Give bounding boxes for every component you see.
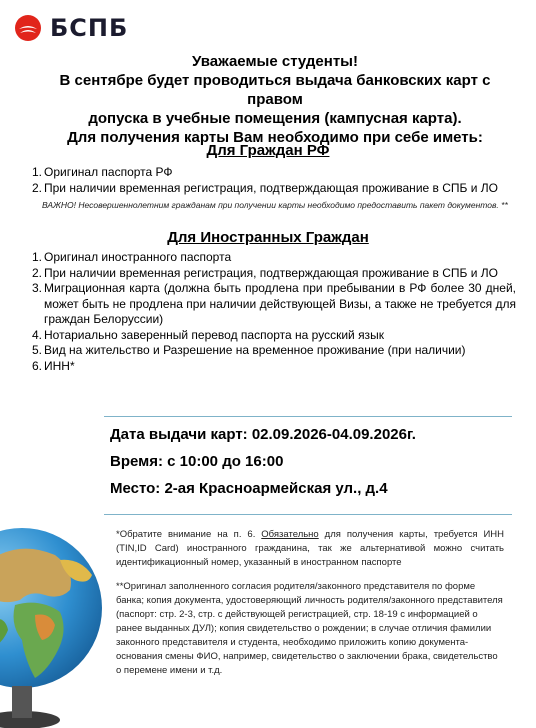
issue-time: Время: с 10:00 до 16:00 — [110, 453, 284, 470]
list-item — [32, 343, 516, 359]
inn-footnote-text: для получения карты, требуется ИНН (TIN,ID Card) иностранного гражданина, так же альтернативой можно считать идентификационный номер, указанный в иностранном паспорте — [116, 529, 504, 568]
header-line-2: В сентябре будет проводиться выдача банковских карт с правом — [59, 72, 491, 108]
list-item-number: 1. — [32, 165, 43, 179]
list-item-text: При наличии временная регистрация, подтверждающая проживание в СПБ и ЛО — [44, 180, 498, 195]
bank-logo — [14, 14, 128, 42]
list-item — [32, 181, 516, 197]
list-item-number: 2. — [32, 265, 43, 280]
inn-footnote-prefix: *Обратите внимание на п. 6. — [116, 529, 262, 540]
divider-bottom — [104, 514, 512, 515]
minors-warning-note: ВАЖНО! Несовершеннолетним гражданам при получении карты необходимо предоставить пакет документов. ** — [42, 200, 508, 210]
header-line-4: Для получения карты Вам необходимо при себе иметь: — [67, 129, 483, 146]
list-item — [32, 359, 516, 375]
issue-info — [110, 421, 416, 502]
list-item-number: 4. — [32, 327, 43, 342]
list-item-text: Вид на жительство и Разрешение на временное проживание (при наличии) — [44, 343, 466, 357]
divider-top — [104, 416, 512, 417]
globe-icon — [0, 520, 104, 728]
inn-footnote-emphasis: Обязательно — [261, 529, 319, 540]
foreigners-section-title: Для Иностранных Граждан — [167, 229, 369, 246]
list-item — [32, 250, 516, 266]
issue-place: Место: 2-ая Красноармейская ул., д.4 — [110, 480, 388, 497]
list-item — [32, 328, 516, 344]
list-item-text: Нотариально заверенный перевод паспорта на русский язык — [44, 327, 384, 342]
list-item-number: 6. — [32, 358, 43, 373]
greeting: Уважаемые студенты! — [192, 53, 358, 70]
list-item-number: 5. — [32, 343, 43, 357]
list-item-number: 1. — [32, 250, 43, 264]
list-item-text: ИНН* — [44, 358, 75, 373]
foreigners-list — [32, 250, 516, 374]
list-item — [32, 165, 516, 181]
list-item — [32, 281, 516, 328]
bank-logo-icon — [14, 14, 42, 42]
citizens-list — [32, 165, 516, 196]
page-header — [30, 52, 520, 147]
bank-logo-text: БСПБ — [50, 14, 129, 42]
list-item-text: Миграционная карта (должна быть продлена при пребывании в РФ более 30 дней, может быть не продлена при наличии действующей Визы, а также не требуется для граждан Белоруссии) — [44, 281, 516, 326]
inn-footnote — [116, 528, 504, 570]
list-item — [32, 266, 516, 282]
list-item-text: При наличии временная регистрация, подтверждающая проживание в СПБ и ЛО — [44, 265, 498, 280]
list-item-number: 3. — [32, 281, 43, 295]
footnotes — [116, 528, 504, 688]
citizens-section-title: Для Граждан РФ — [206, 142, 330, 159]
header-line-3: допуска в учебные помещения (кампусная карта). — [88, 110, 462, 127]
list-item-number: 2. — [32, 180, 43, 195]
list-item-text: Оригинал иностранного паспорта — [44, 250, 232, 264]
issue-date: Дата выдачи карт: 02.09.2026-04.09.2026г. — [110, 426, 416, 443]
list-item-text: Оригинал паспорта РФ — [44, 165, 173, 179]
minors-footnote: **Оригинал заполненного согласия родителя/законного представителя по форме банка; копия документа, удостоверяющий личность родителя/законного представителя (паспорт: стр. 2-3, стр. с действующей регистрацией, стр. 18-19 с информацией о ранее выданных ДУЛ); копия свидетельство о рождении; в случае отличия фамилии законного представителя и студента, необходимо приложить копию документа-основания смены ФИО, например, свидетельство о заключении брака, свидетельство о перемене имени и т.д. — [116, 581, 503, 676]
